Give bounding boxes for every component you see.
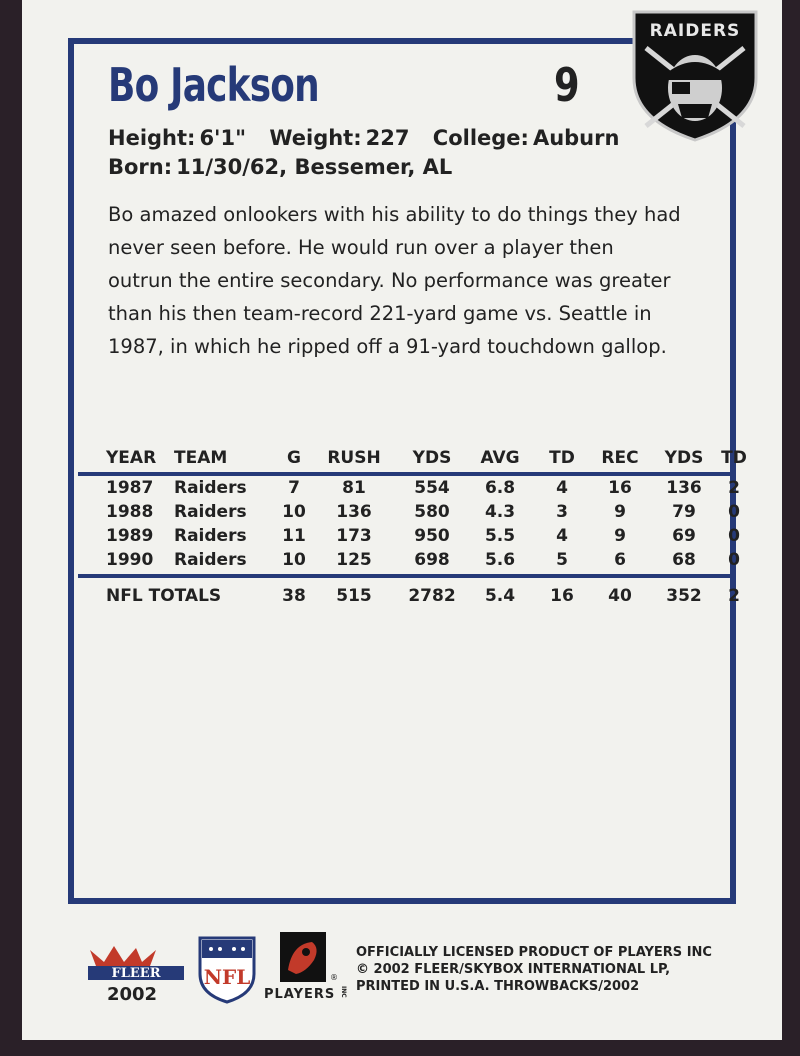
- stat-cell: 950: [414, 526, 450, 546]
- bio-line-1: [108, 124, 619, 153]
- stat-cell: 1987: [106, 478, 154, 498]
- stat-cell: 698: [414, 550, 450, 570]
- height-label: Height:: [108, 126, 196, 150]
- college-label: College:: [432, 126, 529, 150]
- stat-cell: 5.4: [484, 586, 516, 606]
- stat-cell: 6.8: [484, 478, 516, 498]
- nfl-logo-text: NFL: [203, 965, 251, 989]
- stat-cell: 0: [728, 526, 740, 546]
- stat-cell: 79: [672, 502, 696, 522]
- stat-cell: 136: [666, 478, 702, 498]
- svg-text:®: ®: [330, 973, 338, 982]
- license-line-1: OFFICIALLY LICENSED PRODUCT OF PLAYERS INC: [356, 945, 712, 960]
- stat-cell: 9: [614, 526, 626, 546]
- stat-cell: 1988: [106, 502, 154, 522]
- raiders-logo: [628, 8, 762, 144]
- stat-cell: 125: [336, 550, 372, 570]
- stats-totals-divider: [78, 574, 734, 578]
- raiders-logo-text: RAIDERS: [649, 21, 741, 41]
- story-line: Bo amazed onlookers with his ability to do things they had: [108, 203, 681, 226]
- players-logo-text: PLAYERS: [264, 987, 336, 1002]
- stat-cell: 515: [336, 586, 372, 606]
- card-year: 2002: [106, 984, 158, 1004]
- stat-cell: 16: [608, 478, 632, 498]
- stat-cell: 68: [672, 550, 696, 570]
- stat-cell: YDS: [664, 448, 704, 468]
- stat-cell: TD: [549, 448, 575, 468]
- stat-cell: 10: [282, 502, 306, 522]
- stats-header-divider: [78, 472, 734, 476]
- players-inc-logo: [262, 930, 350, 1004]
- stat-cell: RUSH: [327, 448, 381, 468]
- stat-cell: 40: [608, 586, 632, 606]
- stat-cell: 5.6: [484, 550, 516, 570]
- height-value: 6'1": [199, 126, 247, 150]
- stat-cell: 69: [672, 526, 696, 546]
- born-value: 11/30/62, Bessemer, AL: [176, 155, 453, 179]
- stat-cell: TEAM: [174, 448, 228, 468]
- stat-cell: 9: [614, 502, 626, 522]
- stats-row: [78, 526, 740, 550]
- stat-cell: 173: [336, 526, 372, 546]
- license-text: [356, 944, 712, 995]
- stat-cell: 136: [336, 502, 372, 522]
- player-name: Bo Jackson: [108, 58, 319, 112]
- college-value: Auburn: [532, 126, 620, 150]
- stat-cell: 4.3: [484, 502, 516, 522]
- stat-cell: 4: [556, 526, 568, 546]
- stat-cell: 16: [550, 586, 574, 606]
- stat-cell: 10: [282, 550, 306, 570]
- fleer-logo-text: FLEER: [111, 966, 161, 981]
- player-story: [108, 198, 708, 363]
- stat-cell: YEAR: [106, 448, 157, 468]
- stat-cell: 0: [728, 550, 740, 570]
- story-line: outrun the entire secondary. No performance was greater: [108, 269, 671, 292]
- stat-cell: NFL TOTALS: [106, 586, 222, 606]
- stat-cell: 5.5: [484, 526, 516, 546]
- stat-cell: 6: [614, 550, 626, 570]
- stat-cell: 2: [728, 478, 740, 498]
- trading-card-back: [22, 0, 782, 1040]
- stat-cell: REC: [601, 448, 639, 468]
- weight-label: Weight:: [269, 126, 362, 150]
- stat-cell: TD: [721, 448, 747, 468]
- bio-line-2: [108, 153, 619, 182]
- story-line: than his then team-record 221-yard game vs. Seattle in: [108, 302, 652, 325]
- stat-cell: 2: [728, 586, 740, 606]
- weight-value: 227: [365, 126, 410, 150]
- stat-cell: 1989: [106, 526, 154, 546]
- stat-cell: 7: [288, 478, 300, 498]
- stat-cell: AVG: [480, 448, 520, 468]
- stat-cell: Raiders: [174, 550, 247, 570]
- story-line: never seen before. He would run over a player then: [108, 236, 614, 259]
- stat-cell: 580: [414, 502, 450, 522]
- story-line: 1987, in which he ripped off a 91-yard touchdown gallop.: [108, 335, 667, 358]
- stat-cell: YDS: [412, 448, 452, 468]
- nfl-shield-logo: [196, 930, 258, 1004]
- stat-cell: 2782: [408, 586, 456, 606]
- stat-cell: 81: [342, 478, 366, 498]
- fleer-logo: [84, 940, 194, 1004]
- stat-cell: 3: [556, 502, 568, 522]
- stats-totals-row: [78, 586, 740, 610]
- stats-row: [78, 502, 740, 526]
- stat-cell: Raiders: [174, 478, 247, 498]
- stat-cell: 11: [282, 526, 306, 546]
- stat-cell: 38: [282, 586, 306, 606]
- stat-cell: 1990: [106, 550, 154, 570]
- stats-header-row: [78, 448, 747, 472]
- stat-cell: G: [287, 448, 301, 468]
- player-number: 9: [554, 58, 580, 112]
- born-label: Born:: [108, 155, 173, 179]
- stat-cell: 0: [728, 502, 740, 522]
- stat-cell: 4: [556, 478, 568, 498]
- player-bio: [108, 124, 619, 182]
- stat-cell: 5: [556, 550, 568, 570]
- stat-cell: Raiders: [174, 526, 247, 546]
- stat-cell: 554: [414, 478, 450, 498]
- stats-row: [78, 478, 740, 502]
- stat-cell: Raiders: [174, 502, 247, 522]
- stat-cell: 352: [666, 586, 702, 606]
- players-inc-text: INC: [340, 986, 347, 998]
- license-line-2: © 2002 FLEER/SKYBOX INTERNATIONAL LP,: [356, 962, 671, 977]
- stats-row: [78, 550, 740, 574]
- license-line-3: PRINTED IN U.S.A. THROWBACKS/2002: [356, 979, 640, 994]
